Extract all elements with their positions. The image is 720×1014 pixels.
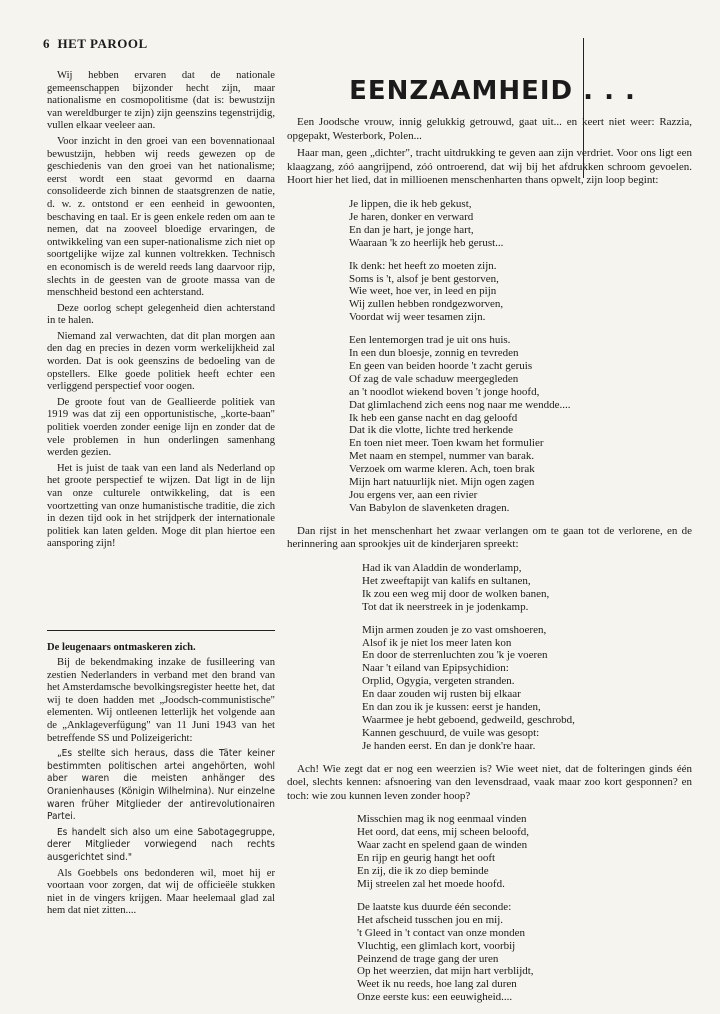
poem-line: Voordat wij weer tesamen zijn.	[349, 311, 486, 324]
quoted-paragraph: Es handelt sich also um eine Sabotagegruppe, derer Mitglieder vorwiegend nach rechts ausgerichtet sind."	[47, 826, 275, 863]
poem-line: Het afscheid tusschen jou en mij.	[357, 913, 504, 926]
poem-line: En dan je hart, je jonge hart,	[349, 223, 474, 236]
closing-paragraph: Ach! Wie zegt dat er nog een weerzien is? Wie weet niet, dat de folteringen ginds één doel, slechts kennen: afsnoering van den levensdraad, vaak maar zoo kort gesponnen? en toch: wie zou kunnen leven zonder hoop?	[287, 762, 692, 802]
paragraph: Het is juist de taak van een land als Nederland op het groote perspectief te wijzen. Dat ligt in de lijn van onze culturele ontwikkeling, dat is een voortzetting van onze humanistische traditie, die zich in dezen tijd ook in het strijdperk der internationale politiek kan laten gelden. Moge dit plan hiertoe een aansporing zijn!	[47, 462, 275, 550]
poem-2	[362, 562, 692, 753]
poem-line: Verzoek om warme kleren. Ach, toen brak	[349, 463, 535, 476]
paper-name: HET PAROOL	[57, 36, 148, 51]
quoted-paragraph: „Es stellte sich heraus, dass die Täter keiner bestimmten politischen artei angehörten, wohl aber waren die meisten anhänger des Oranienhauses (Königin Wilhelmina). Nur einzelne waren früher Mitglieder der antirevolutionairen Partei.	[47, 748, 275, 823]
poem-line: Vluchtig, een glimlach kort, voorbij	[357, 939, 516, 952]
poem-line: an 't noodlot wiekend boven 't jonge hoofd,	[349, 385, 540, 398]
poem-line: Had ik van Aladdin de wonderlamp,	[362, 562, 522, 574]
poem-line: Orplid, Ogygia, vergeten stranden.	[362, 675, 515, 688]
poem-line: En rijp en geurig hangt het ooft	[357, 852, 496, 865]
poem-line: Je haren, donker en verward	[349, 210, 474, 223]
paragraph: Deze oorlog schept gelegenheid dien achterstand in te halen.	[47, 302, 275, 327]
poem-line: Wij zullen hebben rondgezworven,	[349, 298, 504, 311]
section-heading: De leugenaars ontmaskeren zich.	[47, 642, 196, 653]
poem-line: Je handen eerst. En dan je donk're haar.	[362, 739, 536, 752]
poem-line: En door de sterrenluchten zou 'k je voeren	[362, 649, 548, 662]
left-column-article	[47, 70, 275, 554]
poem-line: En zij, die ik zo diep beminde	[357, 865, 489, 878]
poem-line: Of zag de vale schaduw meergegleden	[349, 372, 519, 385]
page-number: 6	[43, 36, 50, 51]
poem-line: Onze eerste kus: een eeuwigheid....	[357, 991, 513, 1004]
paragraph: Als Goebbels ons bedonderen wil, moet hij er voortaan voor zorgen, dat wij de officieële stukken niet in de vingers krijgen. Maar heelemaal glad zal hem dat niet zitten....	[47, 867, 275, 917]
poem-1	[349, 198, 692, 515]
intro-paragraph: Haar man, geen „dichter", tracht uitdrukking te geven aan zijn verdriet. Voor ons ligt een klaagzang, zóó aangrijpend, zóó ontroerend, dat wij bij het afdrukken schroom gevoelen. Hoort hier het lied, dat in millioenen menschenharten thans opwelt, zijn loop begint:	[287, 147, 692, 187]
poem-line: Mijn armen zouden je zo vast omshoeren,	[362, 623, 547, 636]
paragraph: Voor inzicht in den groei van een bovennationaal bewustzijn, hebben wij reeds gewezen op de geschiedenis van den groei van het nationalisme; eerst wordt een staat gevormd en daarna consolideerde zich binnen de staatsgrenzen de natie, d. w. z. ontstond er een eenheid in gewoonten, beschaving en taal. Er is geen enkele reden om aan te nemen, dat na zooveel bloedige ervaringen, de ontwikkeling van een super-nationalisme zich niet op soortgelijke wijze zal kunnen voltrekken. Technisch en economisch is de wereld reeds lang daarvoor rijp, slechts in de geesten van de groote massa van de menschheid bestond een achterstand.	[47, 135, 275, 299]
poem-line: Mijn hart natuurlijk niet. Mijn ogen zagen	[349, 476, 535, 489]
poem-line: Dat glimlachend zich eens nog naar me wendde....	[349, 398, 571, 411]
poem-line: En toen niet meer. Toen kwam het formulier	[349, 437, 544, 450]
poem-line: En daar zouden wij rusten bij elkaar	[362, 688, 521, 701]
poem-line: Ik heb een ganse nacht en dag geloofd	[349, 411, 518, 424]
poem-line: Mij streelen zal het moede hoofd.	[357, 878, 505, 890]
page-header	[43, 36, 148, 52]
poem-line: Je lippen, die ik heb gekust,	[349, 197, 472, 210]
poem-line: Ik zou een weg mij door de wolken banen,	[362, 587, 550, 600]
poem-line: Kannen geschuurd, de vuile was gesopt:	[362, 726, 540, 739]
paragraph: Wij hebben ervaren dat de nationale gemeenschappen bijzonder hecht zijn, maar nationalisme en cosmopolitisme (dat is: bewustzijn van wereldburger te zijn) zijn geenszins tegenstrijdig, vullen elkaar veeleer aan.	[47, 70, 275, 132]
poem-line: Van Babylon de slavenketen dragen.	[349, 501, 510, 514]
poem-line: 't Gleed in 't contact van onze monden	[357, 926, 525, 939]
poem-line: Op het weerzien, dat mijn hart verblijdt,	[357, 965, 534, 978]
paragraph: De groote fout van de Geallieerde politiek van 1919 was dat zij een opportunistische, „korte-baan" politiek voerden zonder eenige lijn en zonder dat de vele problemen in hun onderlingen samenhang werden gezien.	[47, 396, 275, 459]
poem-line: Waar zacht en spelend gaan de winden	[357, 839, 528, 852]
paragraph: Bij de bekendmaking inzake de fusilleering van zestien Nederlanders in verband met den brand van het Amsterdamsche bevolkingsregister heette het, dat wij te doen hadden met „Joodsch-communistische" elementen. Wij ontleenen letterlijk het volgende aan de „Anklageverfügung" van 11 Juni 1943 van het betreffende SS und Polizeigericht:	[47, 657, 275, 744]
poem-line: Soms is 't, alsof je bent gestorven,	[349, 272, 499, 285]
poem-3	[357, 813, 692, 1004]
paragraph: Niemand zal verwachten, dat dit plan morgen aan den dag en precies in dezen vorm werkelijkheid zal worden. Dat is ook geenszins de bedoeling van de opstellers. Elke goede politiek heeft echter een verliggend perspectief voor oogen.	[47, 330, 275, 393]
poem-line: Met naam en stempel, nummer van barak.	[349, 450, 535, 463]
poem-line: Peinzend de trage gang der uren	[357, 952, 499, 965]
poem-line: Tot dat ik neerstreek in je jodenkamp.	[362, 600, 529, 613]
article-title: EENZAAMHEID . . .	[349, 76, 636, 106]
poem-line: En dan zou ik je kussen: eerst je handen,	[362, 701, 541, 714]
poem-line: Een lentemorgen trad je uit ons huis.	[349, 334, 511, 347]
poem-line: Wie weet, hoe ver, in leed en pijn	[349, 285, 497, 298]
intro-paragraph: Een Joodsche vrouw, innig gelukkig getrouwd, gaat uit... en keert niet weer: Razzia, opgepakt, Westerbork, Polen...	[287, 116, 692, 142]
poem-line: Waarmee je hebt geboend, gedweild, geschrobd,	[362, 713, 575, 726]
poem-line: Dat ik die vlotte, lichte tred herkende	[349, 424, 514, 437]
section-divider	[47, 630, 275, 631]
right-column-article	[287, 70, 692, 1014]
poem-line: Misschien mag ik nog eenmaal vinden	[357, 813, 527, 826]
poem-line: Waaraan 'k zo heerlijk heb gerust...	[349, 236, 504, 249]
poem-line: De laatste kus duurde één seconde:	[357, 900, 512, 913]
poem-line: Het zweeftapijt van kalifs en sultanen,	[362, 574, 531, 587]
poem-line: Jou ergens ver, aan een rivier	[349, 489, 478, 501]
poem-line: En geen van beiden hoorde 't zacht geruis	[349, 359, 533, 372]
poem-line: Alsof ik je niet los meer laten kon	[362, 636, 512, 649]
poem-line: Naar 't eiland van Epipsychidion:	[362, 662, 509, 675]
poem-line: Weet ik nu reeds, hoe lang zal duren	[357, 978, 517, 991]
left-column-section	[47, 642, 275, 921]
middle-paragraph: Dan rijst in het menschenhart het zwaar verlangen om te gaan tot de verlorene, en de herinnering aan sprookjes uit de kinderjaren spreekt:	[287, 524, 692, 551]
poem-line: Ik denk: het heeft zo moeten zijn.	[349, 259, 497, 272]
poem-line: In een dun bloesje, zonnig en tevreden	[349, 347, 519, 360]
poem-line: Het oord, dat eens, mij scheen beloofd,	[357, 826, 529, 839]
